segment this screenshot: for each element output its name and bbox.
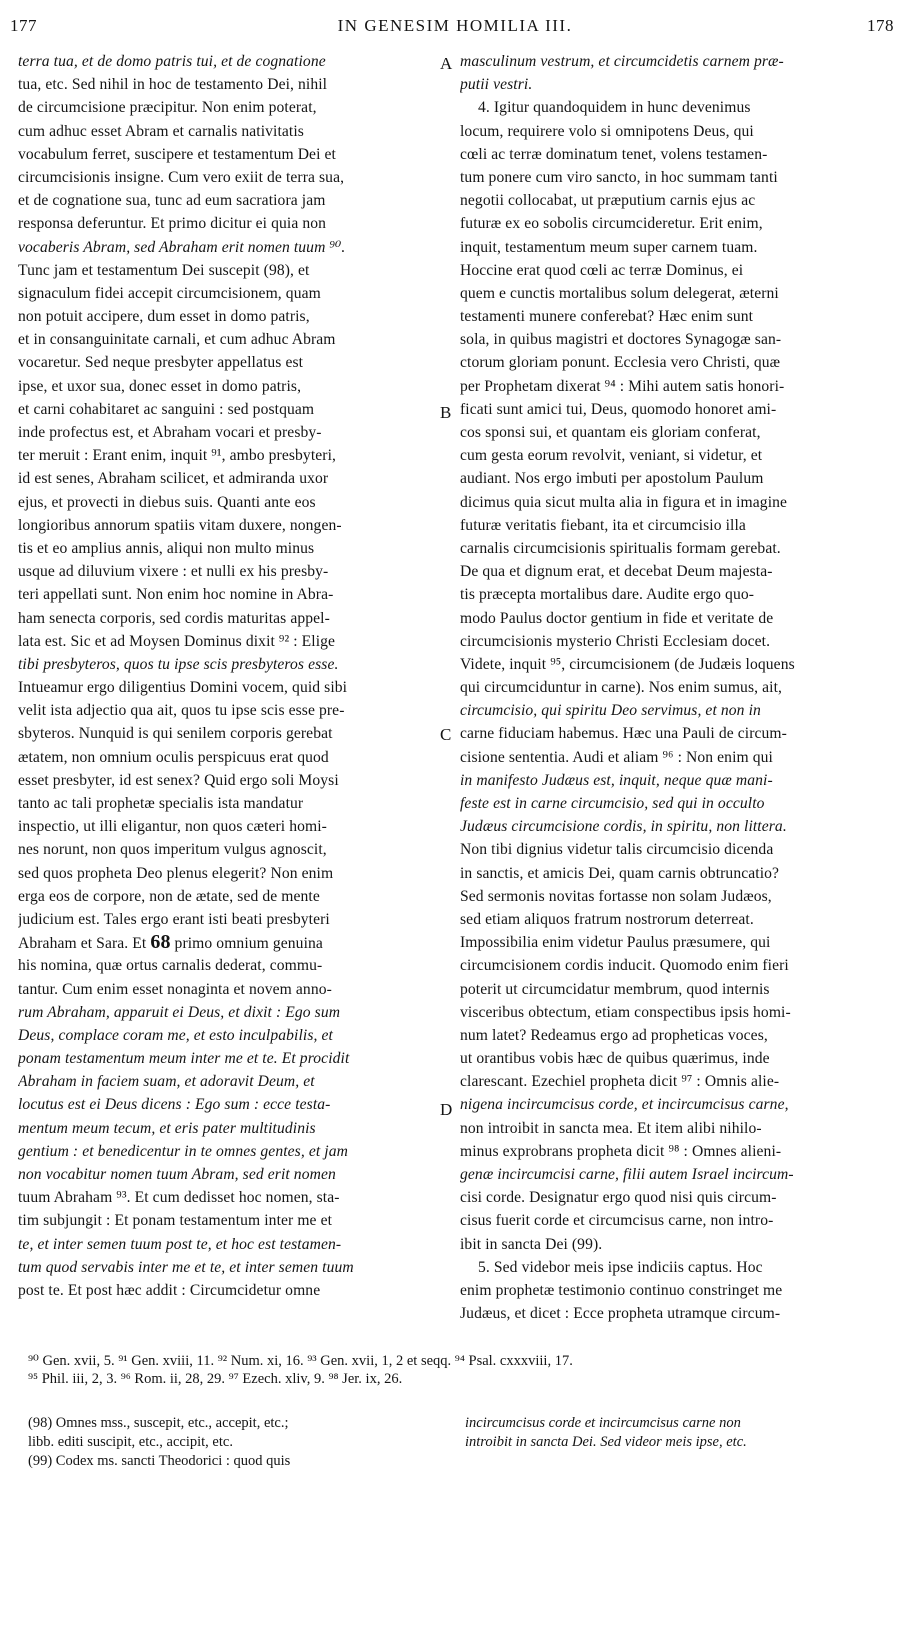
margin-letter-b: B — [440, 403, 452, 422]
left-column-line: non potuit accipere, dum esset in domo patris, — [18, 308, 310, 326]
right-column-line: visceribus obtectum, etiam conspectibus ipsis homi- — [460, 1003, 791, 1021]
right-column-line: enim prophetæ testimonio continuo constringet me — [460, 1281, 783, 1299]
left-column-line: mentum meum tecum, et eris pater multitudinis — [18, 1119, 316, 1137]
right-column-line: minus exprobrans propheta dicit ⁹⁸ : Omnes alieni- — [460, 1142, 782, 1160]
left-column-line: erga eos de corpore, non de ætate, sed de mente — [18, 887, 320, 905]
footnote-line: ⁹⁵ Phil. iii, 2, 3. ⁹⁶ Rom. ii, 28, 29. ⁹⁷ Ezech. xliv, 9. ⁹⁸ Jer. ix, 26. — [28, 1371, 403, 1387]
right-column-line: putii vestri. — [460, 76, 533, 94]
left-column-line: inde profectus est, et Abraham vocari et presby- — [18, 424, 322, 441]
critical-notes-left — [28, 1414, 448, 1471]
left-column-line: ham senecta corporis, sed cordis maturitas appel- — [18, 609, 330, 627]
left-column-line: sed quos propheta Deo plenus elegerit? Non enim — [18, 864, 334, 882]
margin-letter-c: C — [440, 725, 452, 744]
right-page-number: 178 — [867, 16, 894, 35]
left-column-line: tua, etc. Sed nihil in hoc de testamento Dei, nihil — [18, 76, 328, 94]
left-column-line: te, et inter semen tuum post te, et hoc est testamen- — [18, 1235, 342, 1253]
left-column-line: sbyteros. Nunquid is qui senilem corporis gerebat — [18, 725, 333, 743]
right-column-line: Judæus circumcisione cordis, in spiritu, non littera. — [460, 818, 787, 836]
left-column-line: vocabulum ferret, suscipere et testamentum Dei et — [18, 145, 336, 163]
right-column-line: in manifesto Judæus est, inquit, neque quæ mani- — [460, 771, 773, 789]
right-column-line: ctorum gloriam ponunt. Ecclesia vero Christi, quæ — [460, 354, 781, 372]
right-column-line: 4. Igitur quandoquidem in hunc devenimus — [478, 99, 751, 117]
left-column-line: tim subjungit : Et ponam testamentum inter me et — [18, 1212, 333, 1230]
right-column-line: carnalis circumcisionis spiritualis formam gerebat. — [460, 539, 781, 557]
left-text-column — [18, 50, 438, 1650]
left-column-line: judicium est. Tales ergo erant isti beati presbyteri — [18, 910, 330, 928]
left-column-line: tum quod servabis inter me et te, et inter semen tuum — [18, 1258, 354, 1276]
left-column-line: et in consanguinitate carnali, et cum adhuc Abram — [18, 331, 336, 349]
right-column-line: futuræ veritatis fiebant, ita et circumcisio illa — [460, 516, 746, 534]
right-column-line: in sanctis, et amicis Dei, quam carnis obtruncatio? — [460, 864, 780, 882]
left-column-line: Abraham et Sara. Et 68 primo omnium genuina — [18, 931, 323, 954]
left-column-line: lata est. Sic et ad Moysen Dominus dixit ⁹² : Elige — [18, 632, 336, 650]
right-column-line: cisi corde. Designatur ergo quod nisi quis circum- — [460, 1189, 777, 1207]
left-column-line: velit ista adjectio qua ait, quos tu ipse scis esse pre- — [18, 702, 345, 720]
left-column-line: terra tua, et de domo patris tui, et de cognatione — [18, 53, 326, 70]
right-column-line: qui circumciduntur in carne). Nos enim sumus, ait, — [460, 679, 782, 697]
right-column-line: dicimus quia sicut multa alia in figura et in imagine — [460, 493, 788, 511]
right-column-line: Impossibilia enim videtur Paulus præsumere, qui — [460, 934, 771, 952]
right-column-line: negotii collocabat, ut præputium carnis ejus ac — [460, 192, 756, 210]
right-column-line: De qua et dignum erat, et decebat Deum majesta- — [460, 563, 773, 581]
right-column-line: nigena incircumcisus corde, et incircumcisus carne, — [460, 1096, 789, 1114]
right-column-line: circumcisionem cordis inducit. Quomodo enim fieri — [460, 957, 789, 975]
left-column-line: vocaberis Abram, sed Abraham erit nomen tuum ⁹⁰. — [18, 238, 346, 256]
right-column-line: futuræ ex eo sobolis circumcideretur. Erit enim, — [460, 215, 763, 233]
left-column-line: nes norunt, non quos imperitum vulgus agnoscit, — [18, 841, 327, 859]
left-column-line: cum adhuc esset Abram et carnalis nativitatis — [18, 122, 304, 140]
critical-note-line: (99) Codex ms. sancti Theodorici : quod quis — [28, 1453, 291, 1469]
right-column-line: sed etiam aliquos fratrum nostrorum deterreat. — [460, 910, 754, 928]
left-column-line: his nomina, quæ ortus carnalis dederat, commu- — [18, 957, 323, 975]
left-column-line: gentium : et benedicentur in te omnes gentes, et jam — [18, 1142, 348, 1160]
left-column-line: tibi presbyteros, quos tu ipse scis presbyteros esse. — [18, 655, 339, 673]
critical-notes-right — [465, 1414, 885, 1452]
right-column-line: inquit, testamentum meum super carnem tuam. — [460, 238, 758, 256]
left-column-line: circumcisionis insigne. Cum vero exiit de terra sua, — [18, 168, 345, 186]
right-column-line: num latet? Redeamus ergo ad propheticas voces, — [460, 1026, 768, 1044]
left-column-line: Intueamur ergo diligentius Domini vocem, quid sibi — [18, 679, 348, 697]
left-column-line: usque ad diluvium vixere : et nulli ex his presby- — [18, 563, 329, 581]
scripture-footnotes — [28, 1352, 888, 1388]
right-column-line: clarescant. Ezechiel propheta dicit ⁹⁷ : Omnis alie- — [460, 1073, 780, 1091]
left-column-line: Tunc jam et testamentum Dei suscepit (98), et — [18, 261, 310, 279]
right-column-line: Videte, inquit ⁹⁵, circumcisionem (de Judæis loquens — [460, 655, 795, 673]
right-column-line: carne fiduciam habemus. Hæc una Pauli de circum- — [460, 725, 787, 743]
right-column-line: 5. Sed videbor meis ipse indiciis captus. Hoc — [478, 1258, 763, 1276]
left-column-line: ætatem, non omnium oculis perspicuus erat quod — [18, 748, 329, 766]
footnote-line: ⁹⁰ Gen. xvii, 5. ⁹¹ Gen. xviii, 11. ⁹² Num. xi, 16. ⁹³ Gen. xvii, 1, 2 et seqq. ⁹⁴ Psal. cxxxviii, 17. — [28, 1353, 573, 1369]
right-column-line: Non tibi dignius videtur talis circumcisio dicenda — [460, 841, 774, 859]
critical-note-line: incircumcisus corde et incircumcisus carne non — [465, 1415, 741, 1431]
left-column-line: tanto ac tali prophetæ specialis ista mandatur — [18, 795, 304, 812]
right-column-line: Hoccine erat quod cœli ac terræ Dominus, ei — [460, 261, 744, 279]
left-column-line: ipse, et uxor sua, donec esset in domo patris, — [18, 377, 302, 395]
right-column-line: masculinum vestrum, et circumcidetis carnem præ- — [460, 53, 784, 70]
left-column-line: non vocabitur nomen tuum Abram, sed erit nomen — [18, 1166, 336, 1183]
right-column-line: circumcisio, qui spiritu Deo servimus, et non in — [460, 702, 761, 720]
left-column-line: id est senes, Abraham scilicet, et admiranda uxor — [18, 470, 329, 488]
left-column-line: ponam testamentum meum inter me et te. Et procidit — [18, 1050, 350, 1068]
left-column-line: responsa deferuntur. Et primo dicitur ei quia non — [18, 215, 327, 233]
left-column-line: locutus est ei Deus dicens : Ego sum : ecce testa- — [18, 1096, 331, 1114]
left-column-line: Abraham in faciem suam, et adoravit Deum, et — [18, 1073, 315, 1091]
left-column-line: tis et eo amplius annis, aliqui non multo minus — [18, 539, 315, 557]
right-column-line: cos sponsi sui, et quantam eis gloriam conferat, — [460, 424, 761, 441]
right-column-line: cum gesta eorum revolvit, veniant, si videtur, et — [460, 447, 763, 465]
right-column-line: Judæus, et dicet : Ecce propheta utramque circum- — [460, 1305, 781, 1323]
right-column-line: ibit in sancta Dei (99). — [460, 1235, 603, 1253]
right-column-line: tum ponere cum viro sancto, in hoc summam tanti — [460, 168, 778, 186]
right-column-line: quem e cunctis mortalibus solum delegerat, æterni — [460, 284, 779, 302]
left-column-line: ter meruit : Erant enim, inquit ⁹¹, ambo presbyteri, — [18, 447, 337, 465]
left-column-line: tantur. Cum enim esset nonaginta et novem anno- — [18, 980, 332, 998]
right-column-line: Sed sermonis novitas fortasse non solam Judæos, — [460, 887, 772, 905]
left-column-line: et carni cohabitaret ac sanguini : sed postquam — [18, 400, 315, 418]
right-column-line: cisus fuerit corde et circumcisus carne, non intro- — [460, 1212, 774, 1230]
margin-letter-d: D — [440, 1100, 453, 1119]
critical-note-line: libb. editi suscipit, etc., accipit, etc. — [28, 1434, 233, 1450]
left-column-line: rum Abraham, apparuit ei Deus, et dixit : Ego sum — [18, 1003, 341, 1021]
right-column-line: modo Paulus doctor gentium in fide et veritate de — [460, 609, 774, 627]
right-column-line: tis præcepta mortalibus dare. Audite ergo quo- — [460, 586, 755, 604]
inline-page-number: 68 — [150, 931, 171, 954]
left-column-line: esset presbyter, id est senex? Quid ergo soli Moysi — [18, 771, 339, 789]
right-column-line: ficati sunt amici tui, Deus, quomodo honoret ami- — [460, 400, 777, 418]
left-page-number: 177 — [10, 16, 37, 35]
left-column-line: tuum Abraham ⁹³. Et cum dedisset hoc nomen, sta- — [18, 1189, 340, 1207]
right-column-line: cisione sententia. Audi et aliam ⁹⁶ : Non enim qui — [460, 748, 773, 766]
critical-note-line: (98) Omnes mss., suscepit, etc., accepit, etc.; — [28, 1415, 289, 1431]
left-column-line: ejus, et provecti in diebus suis. Quanti ante eos — [18, 493, 316, 511]
left-column-line: et de cognatione sua, tunc ad eum sacratiora jam — [18, 192, 326, 210]
right-column-line: poterit ut circumcidatur membrum, quod internis — [460, 980, 770, 998]
right-column-line: audiant. Nos ergo imbuti per apostolum Paulum — [460, 470, 764, 488]
right-text-column — [460, 50, 888, 1650]
running-title: IN GENESIM HOMILIA III. — [337, 16, 573, 35]
left-column-line: vocaretur. Sed neque presbyter appellatus est — [18, 354, 304, 372]
left-column-line: longioribus annorum spatiis vitam duxere, nongen- — [18, 516, 342, 534]
left-column-line: teri appellati sunt. Non enim hoc nomine in Abra- — [18, 586, 334, 604]
right-column-line: genæ incircumcisi carne, filii autem Israel incircum- — [460, 1166, 794, 1183]
running-header — [10, 14, 900, 44]
right-column-line: non introibit in sancta mea. Et item alibi nihilo- — [460, 1119, 762, 1137]
right-column-line: sola, in quibus magistri et doctores Synagogæ san- — [460, 331, 782, 349]
left-column-line: post te. Et post hæc addit : Circumcidetur omne — [18, 1281, 321, 1299]
right-column-line: per Prophetam dixerat ⁹⁴ : Mihi autem satis honori- — [460, 377, 785, 395]
critical-note-line: introibit in sancta Dei. Sed videor meis ipse, etc. — [465, 1434, 747, 1450]
left-column-line: Deus, complace coram me, et esto inculpabilis, et — [18, 1026, 333, 1044]
right-column-line: ut orantibus vobis hæc de quibus quærimus, inde — [460, 1050, 770, 1068]
margin-letter-a: A — [440, 54, 453, 73]
right-column-line: feste est in carne circumcisio, sed qui in occulto — [460, 795, 765, 812]
right-column-line: circumcisionis mysterio Christi Ecclesiam docet. — [460, 632, 771, 650]
right-column-line: cœli ac terræ dominatum tenet, volens testamen- — [460, 145, 768, 163]
left-column-line: de circumcisione præcipitur. Non enim poterat, — [18, 99, 317, 117]
left-column-line: inspectio, ut illi eligantur, non quos cæteri homi- — [18, 818, 327, 836]
right-column-line: locum, requirere volo si omnipotens Deus, qui — [460, 122, 754, 140]
right-column-line: testamenti munere conferebat? Hæc enim sunt — [460, 308, 754, 326]
left-column-line: signaculum fidei accepit circumcisionem, quam — [18, 284, 321, 302]
